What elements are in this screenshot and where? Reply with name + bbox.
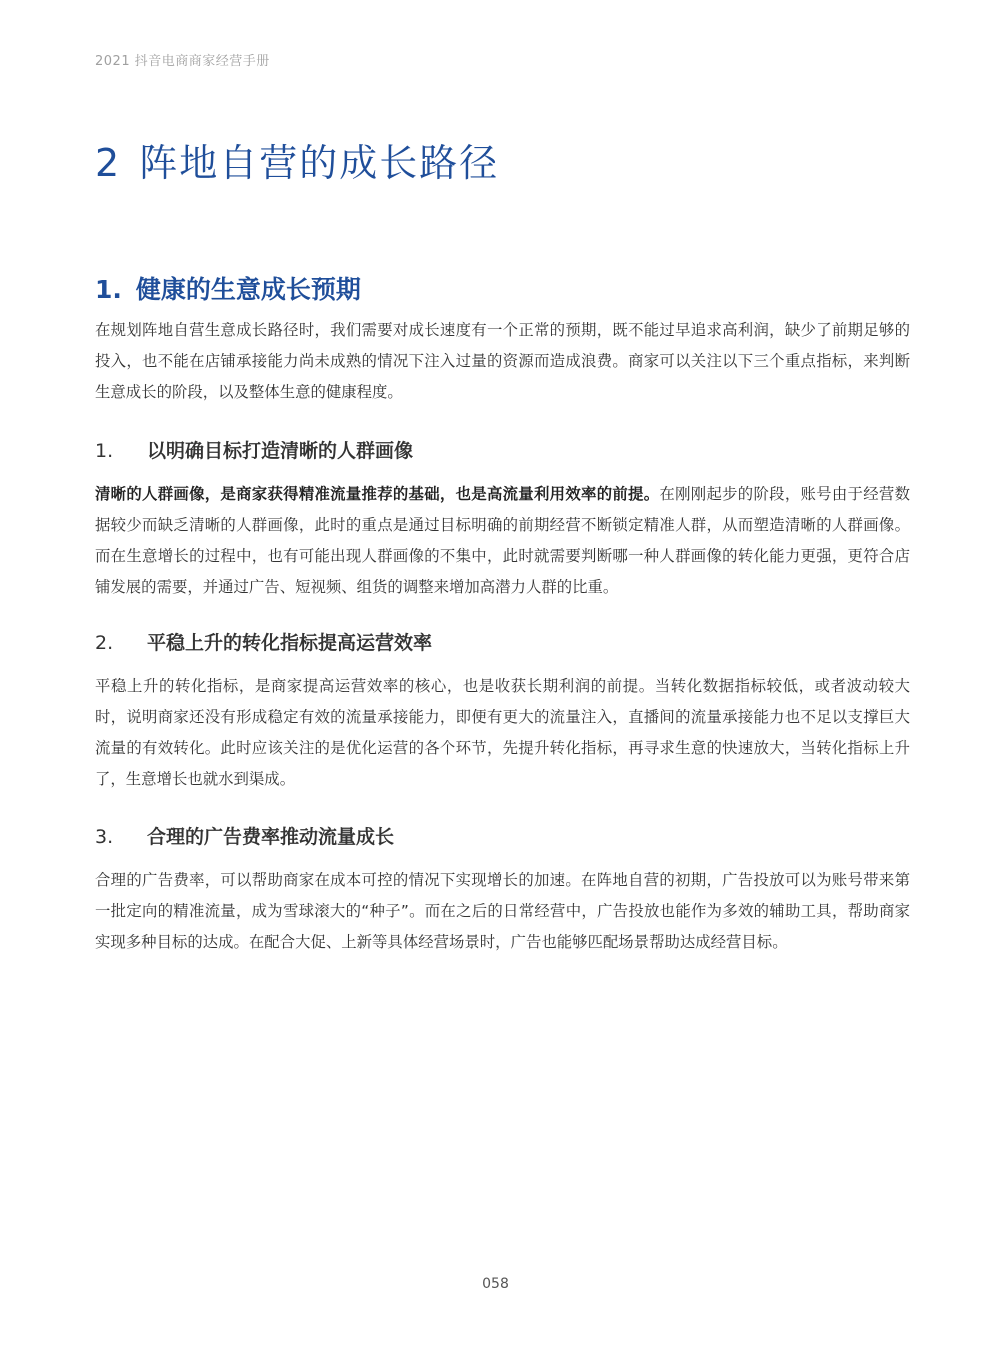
subsection-number-2: 2. <box>95 632 114 654</box>
subsection-number-3: 3. <box>95 826 114 848</box>
page-number: 058 <box>482 1276 509 1292</box>
subsection-paragraph-3: 合理的广告费率，可以帮助商家在成本可控的情况下实现增长的加速。在阵地自营的初期，广告投放可以为账号带来第一批定向的精准流量，成为雪球滚大的“种子”。而在之后的日常经营中，广告投放也能作为多效的辅助工具，帮助商家实现多种目标的达成。在配合大促、上新等具体经营场景时，广告也能够匹配场景帮助达成经营目标。 <box>95 871 910 951</box>
section-title-text: 健康的生意成长预期 <box>135 275 361 304</box>
section-number: 1. <box>95 275 122 304</box>
chapter-title <box>95 132 499 187</box>
running-header: 2021 抖音电商商家经营手册 <box>95 54 270 69</box>
chapter-number: 2 <box>95 141 122 185</box>
subsection-title-2 <box>95 628 432 655</box>
subsection-title-text-3: 合理的广告费率推动流量成长 <box>147 826 395 848</box>
subsection-title-text-2: 平稳上升的转化指标提高运营效率 <box>147 632 433 654</box>
subsection-title-text-1: 以明确目标打造清晰的人群画像 <box>147 440 414 462</box>
section-intro-paragraph: 在规划阵地自营生意成长路径时，我们需要对成长速度有一个正常的预期，既不能过早追求高利润，缺少了前期足够的投入，也不能在店铺承接能力尚未成熟的情况下注入过量的资源而造成浪费。商家可以关注以下三个重点指标，来判断生意成长的阶段，以及整体生意的健康程度。 <box>95 321 910 401</box>
section-title <box>95 270 361 306</box>
subsection-body-1: 在刚刚起步的阶段，账号由于经营数据较少而缺乏清晰的人群画像，此时的重点是通过目标明确的前期经营不断锁定精准人群，从而塑造清晰的人群画像。而在生意增长的过程中，也有可能出现人群画像的不集中，此时就需要判断哪一种人群画像的转化能力更强，更符合店铺发展的需要，并通过广告、短视频、组货的调整来增加高潜力人群的比重。 <box>95 485 910 596</box>
subsection-title-3 <box>95 822 394 849</box>
subsection-title-1 <box>95 436 413 463</box>
subsection-number-1: 1. <box>95 440 114 462</box>
subsection-paragraph-1 <box>95 479 910 603</box>
subsection-paragraph-2: 平稳上升的转化指标，是商家提高运营效率的核心，也是收获长期利润的前提。当转化数据指标较低，或者波动较大时，说明商家还没有形成稳定有效的流量承接能力，即便有更大的流量注入，直播间的流量承接能力也不足以支撑巨大流量的有效转化。此时应该关注的是优化运营的各个环节，先提升转化指标，再寻求生意的快速放大，当转化指标上升了，生意增长也就水到渠成。 <box>95 677 910 788</box>
subsection-lead-1: 清晰的人群画像，是商家获得精准流量推荐的基础，也是高流量利用效率的前提。 <box>95 485 660 503</box>
chapter-title-text: 阵地自营的成长路径 <box>139 141 500 185</box>
